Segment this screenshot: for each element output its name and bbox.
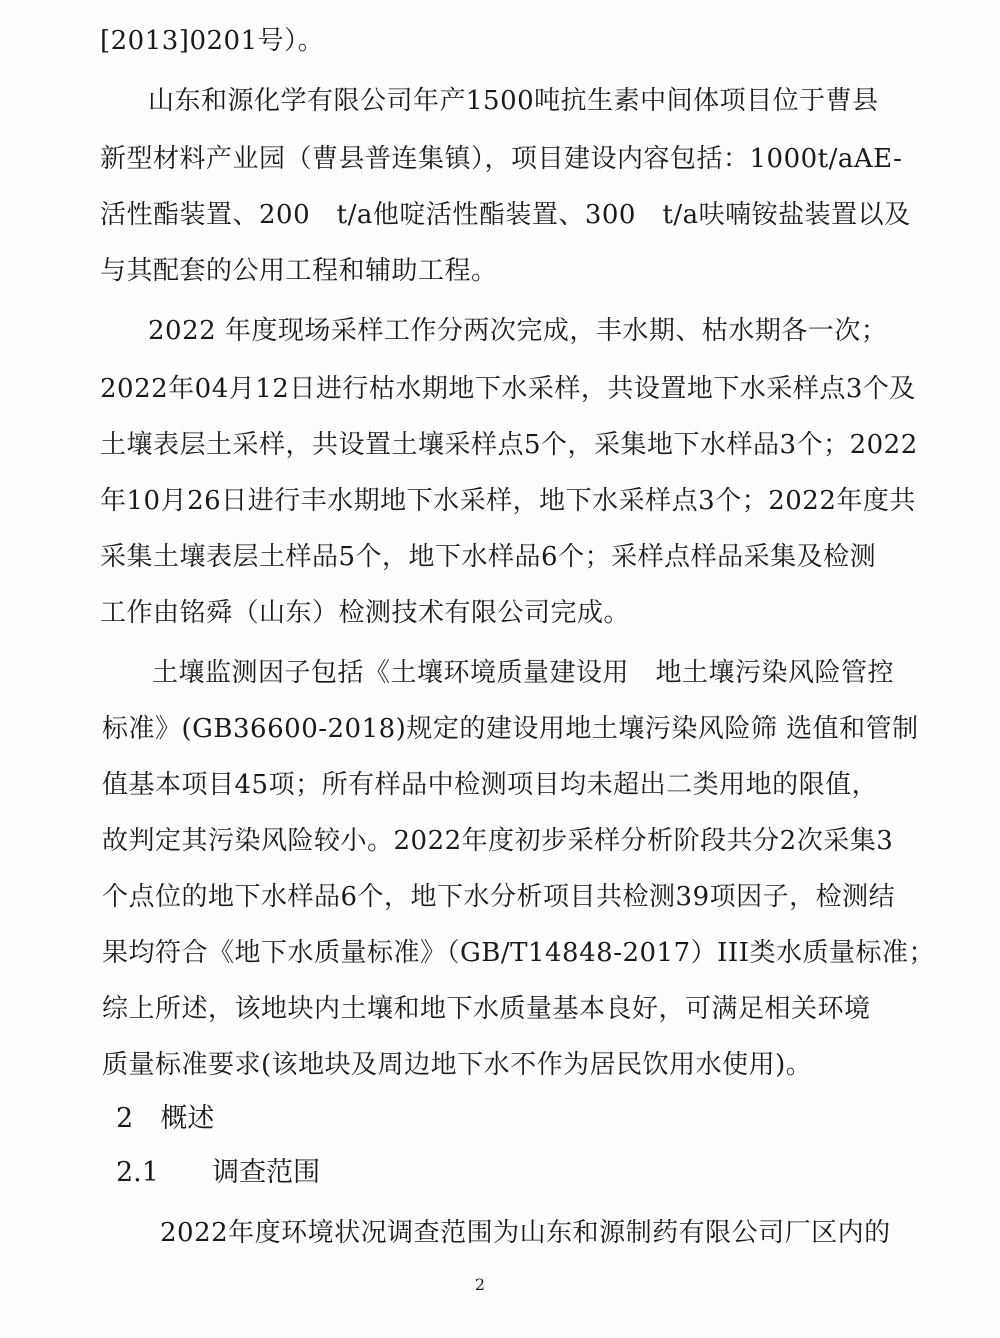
text-line: [2013]0201号）。	[100, 26, 325, 56]
text-line: 山东和源化学有限公司年产1500吨抗生素中间体项目位于曹县	[148, 86, 879, 116]
text-line: 质量标准要求(该地块及周边地下水不作为居民饮用水使用)。	[102, 1050, 813, 1080]
text-line: 新型材料产业园（曹县普连集镇），项目建设内容包括：1000t/aAE-	[100, 144, 903, 174]
text-line: 工作由铭舜（山东）检测技术有限公司完成。	[100, 598, 631, 628]
page-number: 2	[474, 1275, 486, 1294]
subsection-number: 2.1	[116, 1157, 159, 1188]
text-line: 土壤表层土采样，共设置土壤采样点5个，采集地下水样品3个；2022	[100, 430, 918, 460]
text-line: 果均符合《地下水质量标准》（GB/T14848-2017）III类水质量标准；	[102, 938, 935, 968]
text-line: 年10月26日进行丰水期地下水采样，地下水采样点3个；2022年度共	[100, 486, 916, 516]
text-line: 与其配套的公用工程和辅助工程。	[100, 256, 498, 286]
text-line: 标准》(GB36600-2018)规定的建设用地土壤污染风险筛 选值和管制	[102, 714, 919, 744]
text-line: 土壤监测因子包括《土壤环境质量建设用 地土壤污染风险管控	[152, 658, 895, 688]
section-number: 2	[116, 1103, 134, 1134]
subsection-heading	[116, 1158, 320, 1188]
text-line: 个点位的地下水样品6个，地下水分析项目共检测39项因子，检测结	[102, 882, 896, 912]
text-line: 2022年04月12日进行枯水期地下水采样，共设置地下水采样点3个及	[100, 374, 916, 404]
section-title: 概述	[160, 1103, 215, 1134]
text-line: 故判定其污染风险较小。2022年度初步采样分析阶段共分2次采集3	[102, 826, 894, 856]
subsection-title: 调查范围	[212, 1157, 321, 1188]
section-heading	[116, 1104, 214, 1134]
text-line: 综上所述，该地块内土壤和地下水质量基本良好，可满足相关环境	[102, 994, 871, 1024]
text-line: 2022年度环境状况调查范围为山东和源制药有限公司厂区内的	[160, 1218, 891, 1248]
text-line: 采集土壤表层土样品5个，地下水样品6个；采样点样品采集及检测	[100, 542, 877, 572]
text-line: 活性酯装置、200 t/a他啶活性酯装置、300 t/a呋喃铵盐装置以及	[100, 200, 911, 230]
text-line: 值基本项目45项；所有样品中检测项目均未超出二类用地的限值，	[102, 770, 879, 800]
text-line: 2022 年度现场采样工作分两次完成，丰水期、枯水期各一次；	[148, 316, 888, 346]
